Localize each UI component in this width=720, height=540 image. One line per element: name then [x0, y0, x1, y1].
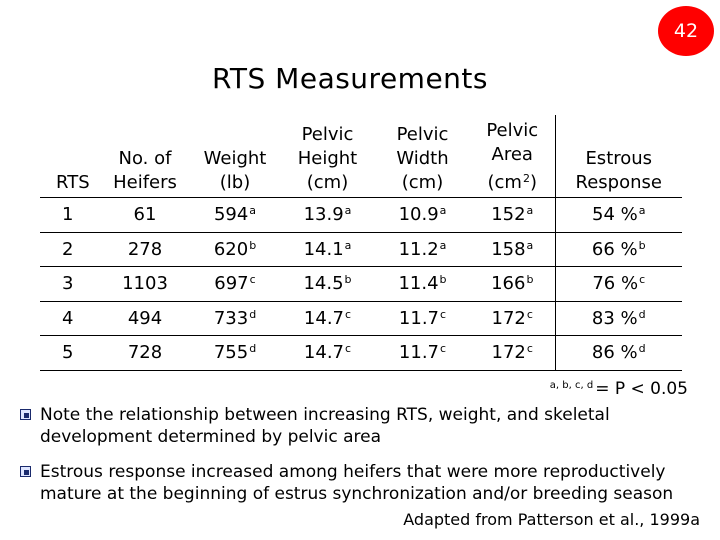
significance-superscript: a — [439, 204, 447, 218]
significance-superscript: a — [344, 238, 352, 252]
cell-rts: 2 — [40, 232, 100, 267]
header-weight: Weight (lb) — [190, 115, 280, 198]
slide-title: RTS Measurements — [211, 62, 488, 95]
square-bullet-icon — [20, 409, 31, 420]
bullet-text: Note the relationship between increasing RTS, weight, and skeletal development determined by pelvic area — [40, 405, 610, 447]
header-heifers: No. of Heifers — [100, 115, 190, 198]
significance-superscript: c — [526, 342, 533, 356]
cell-weight: 594$^a$ — [190, 198, 280, 233]
bullet-item — [18, 404, 708, 448]
significance-superscript: c — [440, 342, 447, 356]
cell-rts: 1 — [40, 198, 100, 233]
significance-superscript: b — [439, 273, 447, 287]
page-number: 42 — [673, 20, 699, 42]
significance-superscript: b — [638, 238, 646, 252]
significance-note — [550, 379, 688, 399]
table-row — [40, 336, 682, 371]
cell-pelvic-width: 11.7$^c$ — [375, 301, 470, 336]
header-estrous-response: Estrous Response — [555, 115, 682, 198]
cell-weight: 620$^b$ — [190, 232, 280, 267]
cell-pelvic-height: 13.9$^a$ — [280, 198, 375, 233]
header-pelvic-area: Pelvic Area $(cm^2)$ — [470, 115, 555, 198]
cell-pelvic-height: 14.7$^c$ — [280, 336, 375, 371]
cell-pelvic-area: 158$^a$ — [470, 232, 555, 267]
bullet-item — [18, 461, 708, 505]
header-rts: RTS — [40, 115, 100, 198]
cell-weight: 697$^c$ — [190, 267, 280, 302]
cell-heifers: 1103 — [100, 267, 190, 302]
table-body — [40, 198, 682, 371]
significance-superscript: c — [345, 307, 352, 321]
table-row — [40, 198, 682, 233]
square-bullet-icon — [20, 466, 31, 477]
significance-superscript: b — [344, 273, 352, 287]
header-pelvic-height: Pelvic Height (cm) — [280, 115, 375, 198]
cell-pelvic-area: 172$^c$ — [470, 301, 555, 336]
cell-pelvic-height: 14.1$^a$ — [280, 232, 375, 267]
rts-measurements-table — [40, 115, 682, 371]
cell-pelvic-width: 10.9$^a$ — [375, 198, 470, 233]
cell-rts: 4 — [40, 301, 100, 336]
cell-heifers: 278 — [100, 232, 190, 267]
cell-estrous-response: 86 %$^d$ — [555, 336, 682, 371]
cell-weight: 755$^d$ — [190, 336, 280, 371]
cell-pelvic-width: 11.2$^a$ — [375, 232, 470, 267]
cell-pelvic-area: 166$^b$ — [470, 267, 555, 302]
significance-superscript: c — [526, 307, 533, 321]
cell-weight: 733$^d$ — [190, 301, 280, 336]
significance-superscript: a — [344, 204, 352, 218]
significance-superscript: d — [249, 342, 257, 356]
significance-superscript: d — [638, 307, 646, 321]
table-row — [40, 267, 682, 302]
bullet-text: Estrous response increased among heifers that were more reproductively mature at the beginning of estrus synchronization and/or breeding season — [40, 462, 674, 504]
significance-superscript: c — [639, 273, 646, 287]
significance-superscript: c — [345, 342, 352, 356]
significance-superscript: b — [526, 273, 534, 287]
table-header-row — [40, 115, 682, 198]
significance-superscript: d — [638, 342, 646, 356]
header-pelvic-width: Pelvic Width (cm) — [375, 115, 470, 198]
page-number-badge — [658, 6, 714, 56]
significance-superscript: d — [249, 307, 257, 321]
significance-superscript: a — [638, 204, 646, 218]
significance-superscript: a — [249, 204, 257, 218]
cell-pelvic-height: 14.7$^c$ — [280, 301, 375, 336]
significance-text: = P < 0.05 — [595, 379, 688, 399]
significance-superscript: a — [526, 238, 534, 252]
cell-pelvic-width: 11.4$^b$ — [375, 267, 470, 302]
cell-pelvic-area: 172$^c$ — [470, 336, 555, 371]
cell-pelvic-width: 11.7$^c$ — [375, 336, 470, 371]
cell-rts: 5 — [40, 336, 100, 371]
cell-heifers: 728 — [100, 336, 190, 371]
cell-heifers: 61 — [100, 198, 190, 233]
cell-heifers: 494 — [100, 301, 190, 336]
significance-superscript: b — [249, 238, 257, 252]
table-row — [40, 232, 682, 267]
significance-superscript: c — [440, 307, 447, 321]
table-row — [40, 301, 682, 336]
cell-pelvic-height: 14.5$^b$ — [280, 267, 375, 302]
cell-estrous-response: 83 %$^d$ — [555, 301, 682, 336]
cell-estrous-response: 54 %$^a$ — [555, 198, 682, 233]
significance-superscript: c — [249, 273, 256, 287]
significance-superscript: a — [526, 204, 534, 218]
cell-rts: 3 — [40, 267, 100, 302]
cell-estrous-response: 66 %$^b$ — [555, 232, 682, 267]
cell-estrous-response: 76 %$^c$ — [555, 267, 682, 302]
significance-superscript: a — [439, 238, 447, 252]
significance-letters: a, b, c, d — [549, 380, 594, 391]
cell-pelvic-area: 152$^a$ — [470, 198, 555, 233]
citation: Adapted from Patterson et al., 1999a — [403, 510, 700, 529]
